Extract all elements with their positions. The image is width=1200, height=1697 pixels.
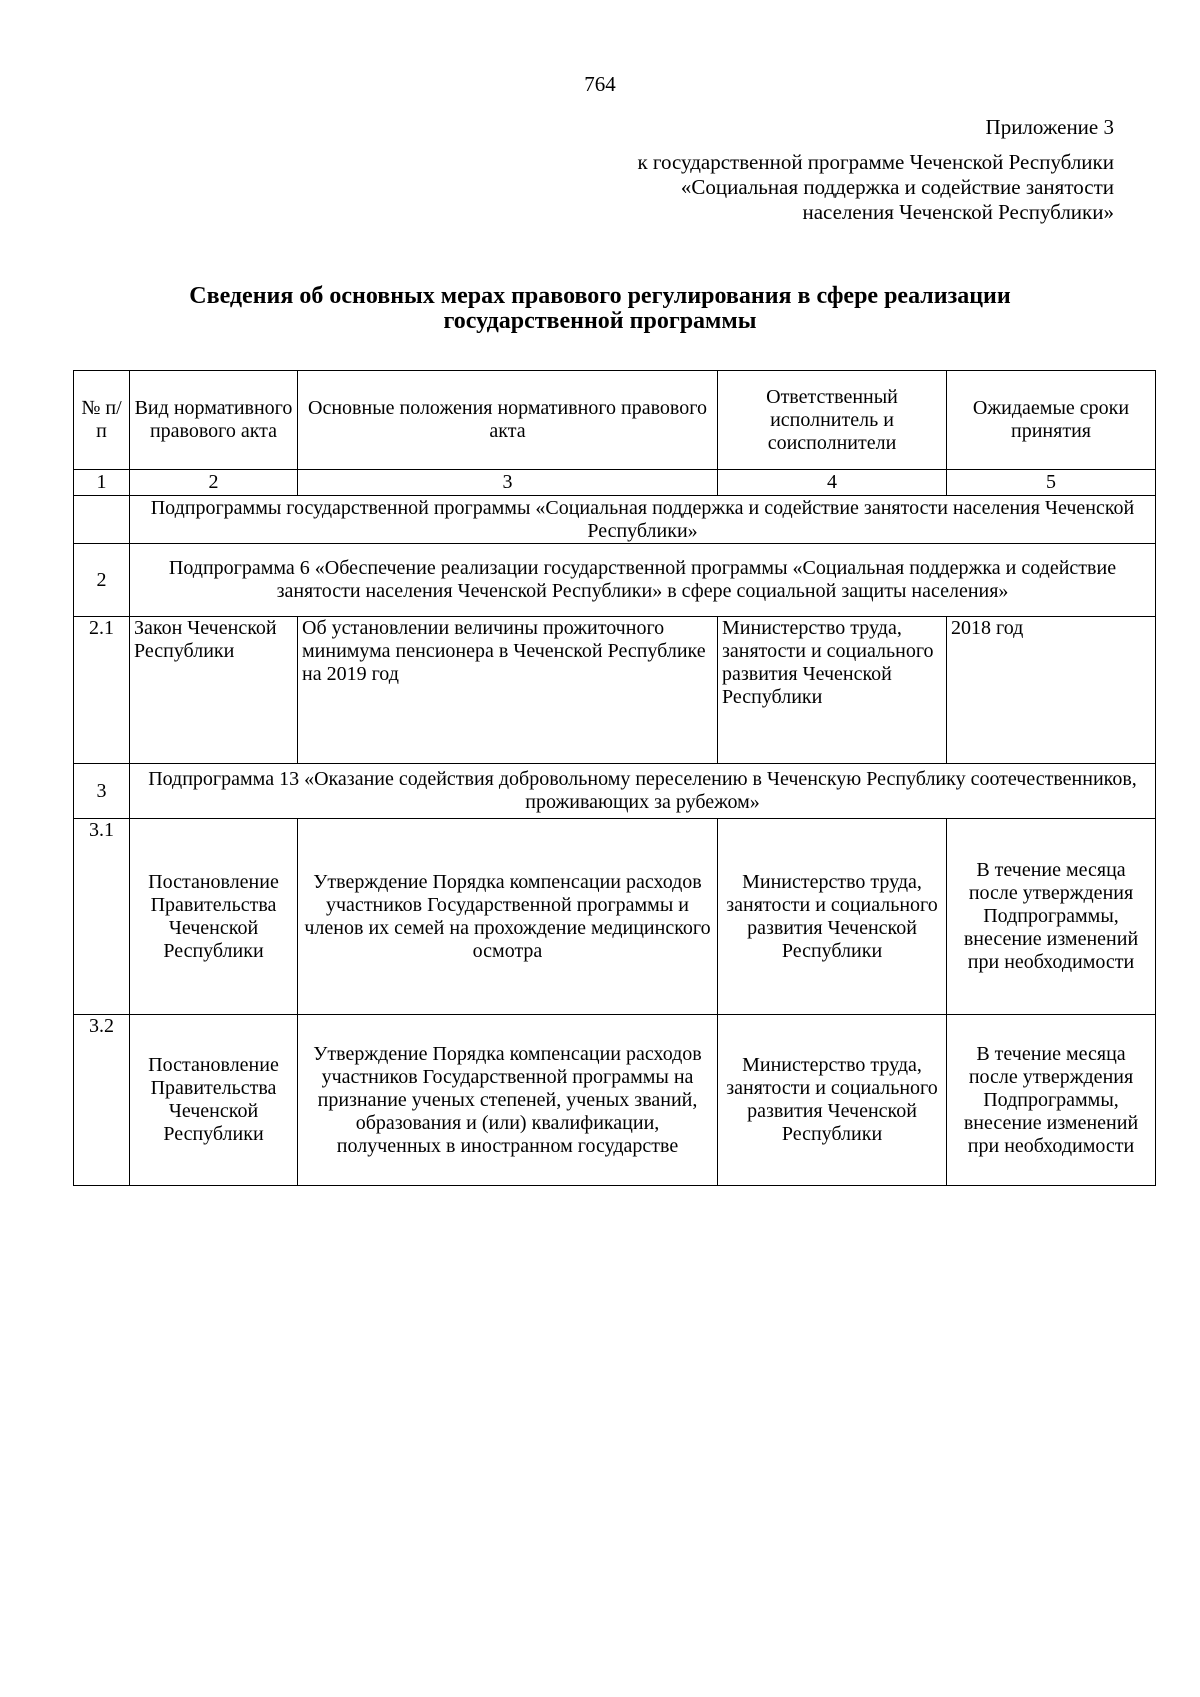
table-row	[74, 1015, 1156, 1186]
header-cell: Ответственный исполнитель и соисполнители	[718, 371, 947, 470]
measures-table	[73, 370, 1156, 1186]
provisions-cell: Утверждение Порядка компенсации расходов участников Государственной программы и членов их семей на прохождение медицинского осмотра	[298, 819, 718, 1015]
column-number-cell: 3	[298, 470, 718, 496]
section-title: Подпрограмма 6 «Обеспечение реализации государственной программы «Социальная поддержка и содействие занятости населения Чеченской Республики» в сфере социальной защиты населения»	[130, 544, 1156, 617]
subprograms-heading-row	[74, 496, 1156, 544]
section-number: 3	[74, 764, 130, 819]
appendix-title: Приложение 3	[985, 115, 1114, 139]
executor-cell: Министерство труда, занятости и социального развития Чеченской Республики	[718, 617, 947, 764]
section-title: Подпрограмма 13 «Оказание содействия добровольному переселению в Чеченскую Республику соотечественников, проживающих за рубежом»	[130, 764, 1156, 819]
appendix-block	[637, 115, 1114, 225]
column-number-cell: 5	[947, 470, 1156, 496]
deadline-cell: В течение месяца после утверждения Подпрограммы, внесение изменений при необходимости	[947, 1015, 1156, 1186]
document-title-line: Сведения об основных мерах правового регулирования в сфере реализации	[189, 283, 1011, 309]
executor-cell: Министерство труда, занятости и социального развития Чеченской Республики	[718, 819, 947, 1015]
row-number: 3.1	[74, 819, 130, 1015]
provisions-cell: Утверждение Порядка компенсации расходов участников Государственной программы на признание ученых степеней, ученых званий, образования и (или) квалификации, полученных в иностранном государстве	[298, 1015, 718, 1186]
table-row	[74, 617, 1156, 764]
column-number-cell: 1	[74, 470, 130, 496]
deadline-cell: 2018 год	[947, 617, 1156, 764]
appendix-line: «Социальная поддержка и содействие занятости	[680, 175, 1114, 199]
column-number-cell: 2	[130, 470, 298, 496]
header-cell: Ожидаемые сроки принятия	[947, 371, 1156, 470]
section-row	[74, 764, 1156, 819]
provisions-cell: Об установлении величины прожиточного минимума пенсионера в Чеченской Республике на 2019 год	[298, 617, 718, 764]
row-number: 3.2	[74, 1015, 130, 1186]
section-number: 2	[74, 544, 130, 617]
column-number-cell: 4	[718, 470, 947, 496]
header-cell: Вид нормативного правового акта	[130, 371, 298, 470]
section-row	[74, 544, 1156, 617]
executor-cell: Министерство труда, занятости и социального развития Чеченской Республики	[718, 1015, 947, 1186]
table-row	[74, 819, 1156, 1015]
act-type-cell: Закон Чеченской Республики	[130, 617, 298, 764]
act-type-cell: Постановление Правительства Чеченской Республики	[130, 819, 298, 1015]
act-type-cell: Постановление Правительства Чеченской Республики	[130, 1015, 298, 1186]
table-header-row	[74, 371, 1156, 470]
row-number: 2.1	[74, 617, 130, 764]
document-title-line: государственной программы	[443, 308, 757, 334]
document-title	[60, 284, 1140, 334]
header-cell: № п/п	[74, 371, 130, 470]
subprograms-heading: Подпрограммы государственной программы «Социальная поддержка и содействие занятости населения Чеченской Республики»	[130, 496, 1156, 544]
deadline-cell: В течение месяца после утверждения Подпрограммы, внесение изменений при необходимости	[947, 819, 1156, 1015]
page-number: 764	[584, 72, 616, 96]
appendix-line: к государственной программе Чеченской Республики	[637, 150, 1114, 174]
header-cell: Основные положения нормативного правового акта	[298, 371, 718, 470]
column-numbers-row	[74, 470, 1156, 496]
appendix-line: населения Чеченской Республики»	[802, 200, 1114, 224]
